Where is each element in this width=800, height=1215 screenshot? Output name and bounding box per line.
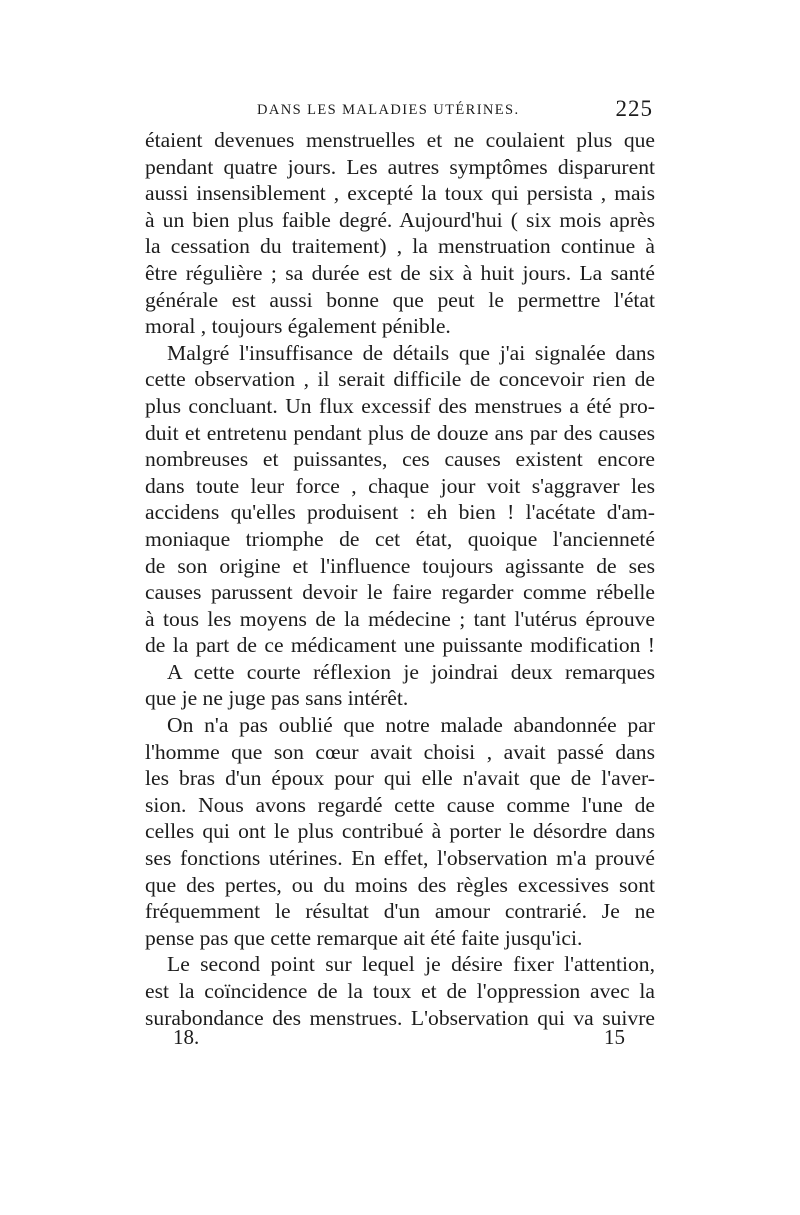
text-line: étaient devenues menstruelles et ne coulaient plus que: [145, 128, 655, 152]
text-line: que je ne juge pas sans intérêt.: [145, 686, 409, 711]
text-line: nombreuses et puissantes, ces causes existent encore: [145, 447, 655, 472]
text-line: de la part de ce médicament une puissante modification !: [145, 633, 655, 658]
text-line: ses fonctions utérines. En effet, l'observation m'a prouvé: [145, 846, 655, 871]
text-line: causes parussent devoir le faire regarder comme rébelle: [145, 580, 655, 605]
running-title: DANS LES MALADIES UTÉRINES.: [257, 102, 520, 118]
text-line: fréquemment le résultat d'un amour contrarié. Je ne: [145, 899, 655, 924]
paragraph-first-line: Malgré l'insuffisance de détails que j'ai signalée dans: [167, 340, 655, 365]
page-number: 225: [615, 96, 653, 121]
text-line: moniaque triomphe de cet état, quoique l'ancienneté: [145, 526, 655, 551]
text-line: pendant quatre jours. Les autres symptômes disparurent: [145, 154, 655, 179]
text-line: pense pas que cette remarque ait été faite jusqu'ici.: [145, 925, 583, 950]
text-line: les bras d'un époux pour qui elle n'avait que de l'aver-: [145, 766, 655, 791]
text-line: plus concluant. Un flux excessif des menstrues a été pro-: [145, 393, 655, 418]
paragraph-first-line: A cette courte réflexion je joindrai deux remarques: [167, 659, 655, 684]
text-line: être régulière ; sa durée est de six à huit jours. La santé: [145, 260, 655, 285]
paragraph-first-line: On n'a pas oublié que notre malade abandonnée par: [167, 713, 655, 738]
paragraph-first-line: Le second point sur lequel je désire fixer l'attention,: [167, 952, 655, 977]
body-text: [145, 127, 655, 1031]
text-line: cette observation , il serait difficile de concevoir rien de: [145, 367, 655, 392]
page-footer: [145, 1025, 655, 1053]
text-line: surabondance des menstrues. L'observation qui va suivre: [145, 1005, 655, 1030]
running-head: [145, 96, 655, 122]
text-line: duit et entretenu pendant plus de douze ans par des causes: [145, 420, 655, 445]
text-line: moral , toujours également pénible.: [145, 314, 451, 339]
text-line: de son origine et l'influence toujours agissante de ses: [145, 553, 655, 578]
text-line: à tous les moyens de la médecine ; tant l'utérus éprouve: [145, 606, 655, 631]
text-line: que des pertes, ou du moins des règles excessives sont: [145, 872, 655, 897]
text-line: accidens qu'elles produisent : eh bien ! l'acétate d'am-: [145, 500, 655, 525]
text-line: celles qui ont le plus contribué à porter le désordre dans: [145, 819, 655, 844]
text-line: générale est aussi bonne que peut le permettre l'état: [145, 287, 655, 312]
text-line: sion. Nous avons regardé cette cause comme l'une de: [145, 792, 655, 817]
text-line: aussi insensiblement , excepté la toux qui persista , mais: [145, 181, 655, 206]
sheet-number: 15: [604, 1025, 625, 1049]
text-line: est la coïncidence de la toux et de l'oppression avec la: [145, 979, 655, 1003]
signature-mark: 18.: [173, 1025, 200, 1049]
text-line: l'homme que son cœur avait choisi , avait passé dans: [145, 739, 655, 764]
text-line: à un bien plus faible degré. Aujourd'hui ( six mois après: [145, 207, 655, 232]
text-line: la cessation du traitement) , la menstruation continue à: [145, 234, 655, 259]
text-line: dans toute leur force , chaque jour voit s'aggraver les: [145, 473, 655, 498]
